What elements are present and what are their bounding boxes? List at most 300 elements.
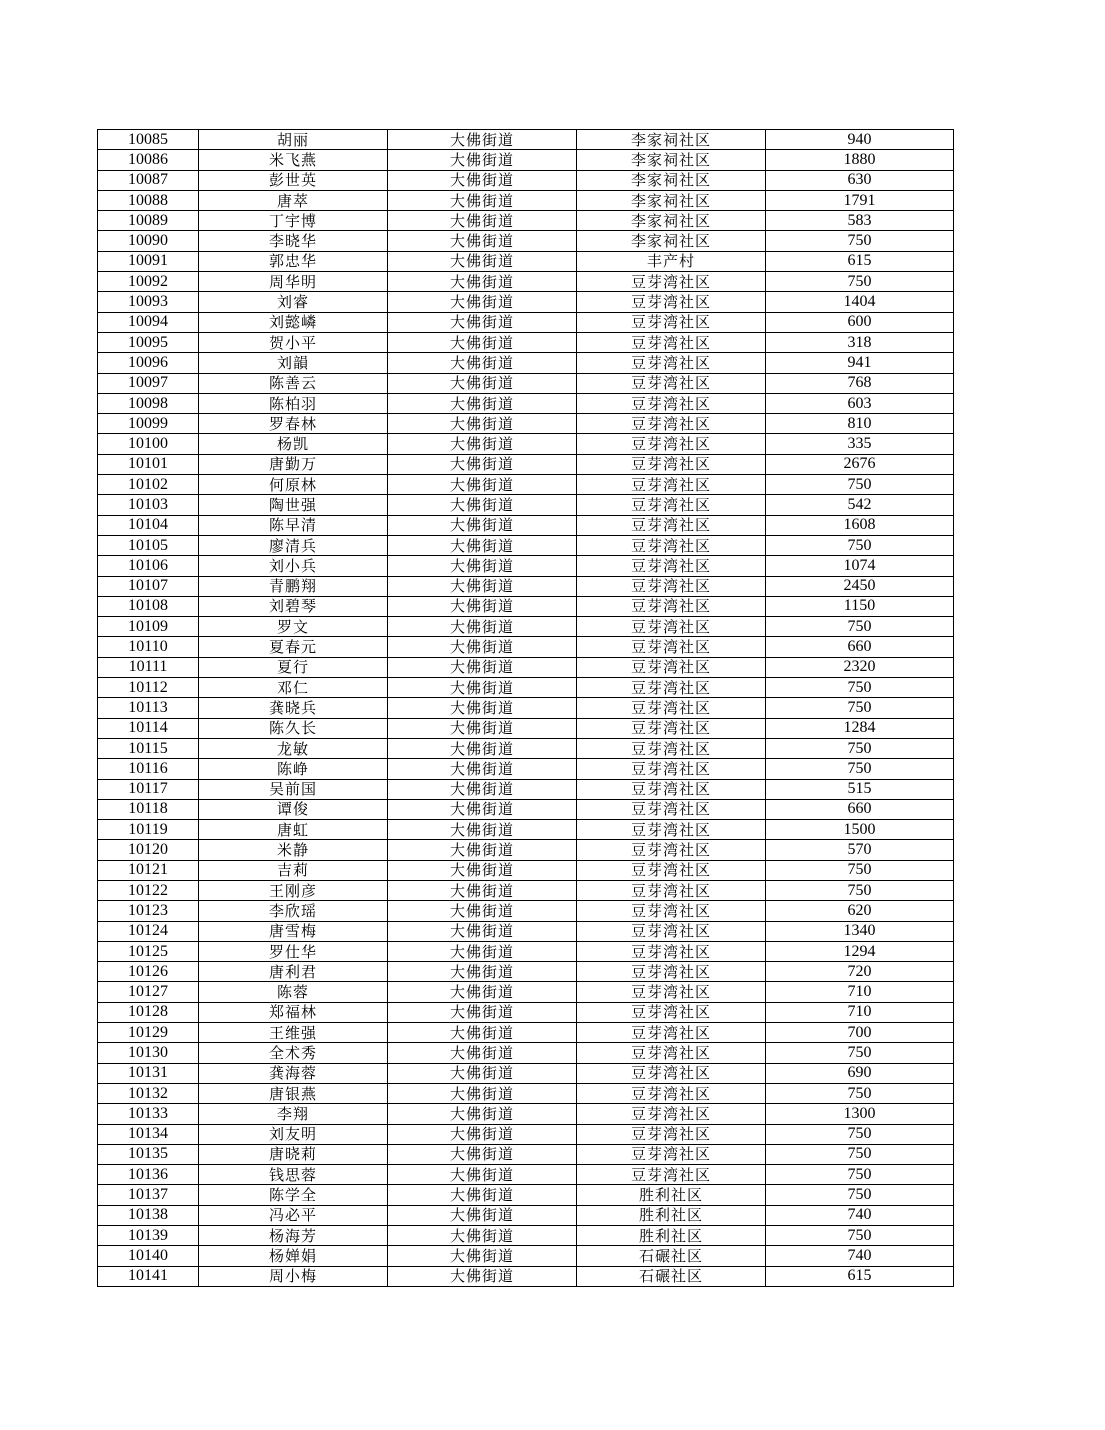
cell-amount: 700	[766, 1023, 954, 1043]
cell-community: 豆芽湾社区	[577, 759, 766, 779]
cell-id: 10114	[98, 718, 199, 738]
cell-street: 大佛街道	[388, 535, 577, 555]
table-row	[98, 617, 954, 637]
cell-name: 龙敏	[199, 738, 388, 758]
cell-community: 豆芽湾社区	[577, 880, 766, 900]
cell-community: 李家祠社区	[577, 150, 766, 170]
table-row	[98, 718, 954, 738]
table-row	[98, 901, 954, 921]
cell-amount: 615	[766, 251, 954, 271]
cell-name: 陈学全	[199, 1185, 388, 1205]
cell-community: 豆芽湾社区	[577, 1002, 766, 1022]
cell-amount: 318	[766, 332, 954, 352]
cell-id: 10117	[98, 779, 199, 799]
cell-street: 大佛街道	[388, 738, 577, 758]
cell-amount: 750	[766, 231, 954, 251]
table-body	[98, 130, 954, 1287]
cell-amount: 750	[766, 738, 954, 758]
cell-street: 大佛街道	[388, 617, 577, 637]
table-row	[98, 880, 954, 900]
cell-street: 大佛街道	[388, 779, 577, 799]
table-row	[98, 941, 954, 961]
cell-name: 唐勤万	[199, 454, 388, 474]
cell-street: 大佛街道	[388, 332, 577, 352]
table-row	[98, 1063, 954, 1083]
cell-amount: 660	[766, 637, 954, 657]
cell-community: 豆芽湾社区	[577, 332, 766, 352]
cell-community: 豆芽湾社区	[577, 1023, 766, 1043]
cell-street: 大佛街道	[388, 292, 577, 312]
cell-id: 10096	[98, 353, 199, 373]
table-row	[98, 231, 954, 251]
data-table	[97, 129, 954, 1287]
cell-id: 10086	[98, 150, 199, 170]
cell-amount: 750	[766, 535, 954, 555]
cell-amount: 740	[766, 1205, 954, 1225]
cell-id: 10085	[98, 130, 199, 150]
cell-community: 豆芽湾社区	[577, 1043, 766, 1063]
cell-id: 10104	[98, 515, 199, 535]
cell-street: 大佛街道	[388, 982, 577, 1002]
cell-amount: 710	[766, 982, 954, 1002]
cell-amount: 750	[766, 1124, 954, 1144]
cell-name: 刘懿嶙	[199, 312, 388, 332]
cell-name: 廖清兵	[199, 535, 388, 555]
cell-name: 刘韻	[199, 353, 388, 373]
cell-name: 杨婵娟	[199, 1246, 388, 1266]
cell-name: 钱思蓉	[199, 1165, 388, 1185]
cell-id: 10129	[98, 1023, 199, 1043]
cell-id: 10097	[98, 373, 199, 393]
cell-street: 大佛街道	[388, 637, 577, 657]
table-row	[98, 1043, 954, 1063]
cell-amount: 941	[766, 353, 954, 373]
cell-amount: 750	[766, 1165, 954, 1185]
cell-id: 10108	[98, 596, 199, 616]
cell-id: 10119	[98, 820, 199, 840]
table-row	[98, 1246, 954, 1266]
cell-id: 10102	[98, 475, 199, 495]
cell-name: 刘碧琴	[199, 596, 388, 616]
table-row	[98, 1124, 954, 1144]
cell-street: 大佛街道	[388, 130, 577, 150]
table-row	[98, 495, 954, 515]
cell-id: 10106	[98, 556, 199, 576]
cell-street: 大佛街道	[388, 860, 577, 880]
cell-amount: 583	[766, 211, 954, 231]
cell-amount: 810	[766, 414, 954, 434]
table-row	[98, 779, 954, 799]
cell-name: 陈柏羽	[199, 393, 388, 413]
cell-name: 胡丽	[199, 130, 388, 150]
cell-name: 杨凯	[199, 434, 388, 454]
cell-street: 大佛街道	[388, 596, 577, 616]
table-row	[98, 982, 954, 1002]
cell-name: 李欣瑶	[199, 901, 388, 921]
cell-community: 豆芽湾社区	[577, 515, 766, 535]
table-row	[98, 1165, 954, 1185]
table-row	[98, 434, 954, 454]
cell-street: 大佛街道	[388, 1246, 577, 1266]
cell-name: 罗文	[199, 617, 388, 637]
cell-amount: 740	[766, 1246, 954, 1266]
cell-community: 胜利社区	[577, 1185, 766, 1205]
cell-street: 大佛街道	[388, 190, 577, 210]
table-row	[98, 190, 954, 210]
cell-community: 豆芽湾社区	[577, 921, 766, 941]
cell-id: 10099	[98, 414, 199, 434]
table-row	[98, 353, 954, 373]
cell-name: 谭俊	[199, 799, 388, 819]
cell-name: 龚海蓉	[199, 1063, 388, 1083]
cell-id: 10111	[98, 657, 199, 677]
table-row	[98, 332, 954, 352]
cell-id: 10109	[98, 617, 199, 637]
cell-street: 大佛街道	[388, 393, 577, 413]
cell-community: 胜利社区	[577, 1205, 766, 1225]
cell-id: 10126	[98, 962, 199, 982]
cell-name: 陈早清	[199, 515, 388, 535]
cell-community: 豆芽湾社区	[577, 576, 766, 596]
cell-community: 豆芽湾社区	[577, 820, 766, 840]
cell-amount: 750	[766, 1083, 954, 1103]
table-row	[98, 130, 954, 150]
cell-community: 豆芽湾社区	[577, 1083, 766, 1103]
table-row	[98, 921, 954, 941]
cell-name: 李翔	[199, 1104, 388, 1124]
cell-name: 唐利君	[199, 962, 388, 982]
cell-street: 大佛街道	[388, 454, 577, 474]
cell-name: 唐银燕	[199, 1083, 388, 1103]
cell-street: 大佛街道	[388, 170, 577, 190]
cell-id: 10113	[98, 698, 199, 718]
table-row	[98, 414, 954, 434]
cell-name: 贺小平	[199, 332, 388, 352]
cell-id: 10133	[98, 1104, 199, 1124]
table-row	[98, 799, 954, 819]
cell-name: 唐雪梅	[199, 921, 388, 941]
cell-community: 石碾社区	[577, 1266, 766, 1286]
cell-id: 10138	[98, 1205, 199, 1225]
cell-amount: 1300	[766, 1104, 954, 1124]
cell-community: 石碾社区	[577, 1246, 766, 1266]
cell-amount: 750	[766, 860, 954, 880]
cell-amount: 620	[766, 901, 954, 921]
cell-amount: 750	[766, 617, 954, 637]
cell-name: 陈峥	[199, 759, 388, 779]
cell-name: 邓仁	[199, 678, 388, 698]
cell-id: 10132	[98, 1083, 199, 1103]
cell-id: 10141	[98, 1266, 199, 1286]
cell-name: 刘睿	[199, 292, 388, 312]
cell-amount: 2320	[766, 657, 954, 677]
cell-community: 李家祠社区	[577, 130, 766, 150]
cell-community: 豆芽湾社区	[577, 1124, 766, 1144]
cell-street: 大佛街道	[388, 901, 577, 921]
cell-name: 罗春林	[199, 414, 388, 434]
table-row	[98, 150, 954, 170]
cell-street: 大佛街道	[388, 1226, 577, 1246]
cell-street: 大佛街道	[388, 251, 577, 271]
cell-id: 10090	[98, 231, 199, 251]
cell-name: 米飞燕	[199, 150, 388, 170]
cell-amount: 710	[766, 1002, 954, 1022]
cell-id: 10116	[98, 759, 199, 779]
cell-community: 豆芽湾社区	[577, 1063, 766, 1083]
cell-street: 大佛街道	[388, 414, 577, 434]
cell-community: 豆芽湾社区	[577, 596, 766, 616]
cell-community: 丰产村	[577, 251, 766, 271]
cell-name: 吉莉	[199, 860, 388, 880]
cell-community: 豆芽湾社区	[577, 738, 766, 758]
cell-community: 豆芽湾社区	[577, 901, 766, 921]
table-row	[98, 211, 954, 231]
cell-community: 豆芽湾社区	[577, 840, 766, 860]
table-row	[98, 1104, 954, 1124]
cell-street: 大佛街道	[388, 799, 577, 819]
cell-community: 李家祠社区	[577, 231, 766, 251]
cell-street: 大佛街道	[388, 1266, 577, 1286]
cell-name: 青鹏翔	[199, 576, 388, 596]
table-row	[98, 556, 954, 576]
cell-street: 大佛街道	[388, 515, 577, 535]
cell-id: 10098	[98, 393, 199, 413]
cell-amount: 1880	[766, 150, 954, 170]
cell-name: 米静	[199, 840, 388, 860]
cell-community: 豆芽湾社区	[577, 698, 766, 718]
cell-amount: 600	[766, 312, 954, 332]
table-row	[98, 860, 954, 880]
table-row	[98, 596, 954, 616]
cell-community: 豆芽湾社区	[577, 475, 766, 495]
cell-id: 10134	[98, 1124, 199, 1144]
table-row	[98, 312, 954, 332]
cell-id: 10131	[98, 1063, 199, 1083]
cell-community: 豆芽湾社区	[577, 312, 766, 332]
cell-id: 10094	[98, 312, 199, 332]
table-row	[98, 454, 954, 474]
cell-street: 大佛街道	[388, 150, 577, 170]
cell-street: 大佛街道	[388, 698, 577, 718]
cell-street: 大佛街道	[388, 1124, 577, 1144]
cell-id: 10110	[98, 637, 199, 657]
cell-street: 大佛街道	[388, 759, 577, 779]
cell-street: 大佛街道	[388, 941, 577, 961]
cell-amount: 570	[766, 840, 954, 860]
table-row	[98, 698, 954, 718]
cell-community: 李家祠社区	[577, 170, 766, 190]
cell-name: 陈善云	[199, 373, 388, 393]
cell-id: 10091	[98, 251, 199, 271]
cell-street: 大佛街道	[388, 434, 577, 454]
cell-amount: 630	[766, 170, 954, 190]
cell-name: 周小梅	[199, 1266, 388, 1286]
cell-id: 10127	[98, 982, 199, 1002]
cell-id: 10137	[98, 1185, 199, 1205]
cell-amount: 1284	[766, 718, 954, 738]
table-row	[98, 272, 954, 292]
cell-id: 10088	[98, 190, 199, 210]
cell-community: 豆芽湾社区	[577, 1165, 766, 1185]
cell-amount: 1404	[766, 292, 954, 312]
cell-id: 10139	[98, 1226, 199, 1246]
cell-street: 大佛街道	[388, 475, 577, 495]
cell-street: 大佛街道	[388, 1104, 577, 1124]
cell-name: 杨海芳	[199, 1226, 388, 1246]
cell-community: 豆芽湾社区	[577, 617, 766, 637]
cell-street: 大佛街道	[388, 657, 577, 677]
cell-id: 10124	[98, 921, 199, 941]
cell-community: 豆芽湾社区	[577, 637, 766, 657]
table-row	[98, 1023, 954, 1043]
cell-id: 10115	[98, 738, 199, 758]
cell-id: 10121	[98, 860, 199, 880]
cell-street: 大佛街道	[388, 312, 577, 332]
cell-name: 吴前国	[199, 779, 388, 799]
table-row	[98, 820, 954, 840]
cell-id: 10089	[98, 211, 199, 231]
cell-amount: 515	[766, 779, 954, 799]
cell-street: 大佛街道	[388, 495, 577, 515]
cell-community: 豆芽湾社区	[577, 353, 766, 373]
cell-community: 豆芽湾社区	[577, 779, 766, 799]
cell-amount: 750	[766, 698, 954, 718]
cell-community: 豆芽湾社区	[577, 393, 766, 413]
cell-id: 10087	[98, 170, 199, 190]
table-row	[98, 1185, 954, 1205]
cell-name: 郭忠华	[199, 251, 388, 271]
cell-street: 大佛街道	[388, 556, 577, 576]
table-row	[98, 840, 954, 860]
cell-name: 夏行	[199, 657, 388, 677]
cell-id: 10122	[98, 880, 199, 900]
cell-community: 豆芽湾社区	[577, 941, 766, 961]
cell-community: 豆芽湾社区	[577, 373, 766, 393]
cell-name: 夏春元	[199, 637, 388, 657]
table-row	[98, 637, 954, 657]
table-row	[98, 738, 954, 758]
cell-id: 10100	[98, 434, 199, 454]
cell-community: 豆芽湾社区	[577, 556, 766, 576]
cell-community: 豆芽湾社区	[577, 962, 766, 982]
cell-name: 郑福林	[199, 1002, 388, 1022]
cell-amount: 660	[766, 799, 954, 819]
cell-amount: 1340	[766, 921, 954, 941]
table-row	[98, 1226, 954, 1246]
cell-amount: 750	[766, 1043, 954, 1063]
cell-id: 10103	[98, 495, 199, 515]
cell-community: 豆芽湾社区	[577, 454, 766, 474]
cell-name: 何原林	[199, 475, 388, 495]
cell-street: 大佛街道	[388, 1144, 577, 1164]
cell-name: 陈久长	[199, 718, 388, 738]
cell-street: 大佛街道	[388, 1023, 577, 1043]
cell-id: 10093	[98, 292, 199, 312]
cell-amount: 750	[766, 1144, 954, 1164]
cell-street: 大佛街道	[388, 962, 577, 982]
cell-id: 10140	[98, 1246, 199, 1266]
cell-community: 豆芽湾社区	[577, 718, 766, 738]
table-row	[98, 373, 954, 393]
table-row	[98, 475, 954, 495]
cell-community: 豆芽湾社区	[577, 292, 766, 312]
cell-name: 刘友明	[199, 1124, 388, 1144]
cell-street: 大佛街道	[388, 211, 577, 231]
cell-name: 彭世英	[199, 170, 388, 190]
cell-street: 大佛街道	[388, 576, 577, 596]
cell-name: 龚晓兵	[199, 698, 388, 718]
cell-name: 陈蓉	[199, 982, 388, 1002]
cell-community: 豆芽湾社区	[577, 272, 766, 292]
cell-name: 罗仕华	[199, 941, 388, 961]
cell-id: 10092	[98, 272, 199, 292]
cell-amount: 603	[766, 393, 954, 413]
cell-amount: 1500	[766, 820, 954, 840]
cell-amount: 690	[766, 1063, 954, 1083]
cell-id: 10120	[98, 840, 199, 860]
cell-amount: 542	[766, 495, 954, 515]
cell-street: 大佛街道	[388, 272, 577, 292]
cell-community: 胜利社区	[577, 1226, 766, 1246]
cell-amount: 768	[766, 373, 954, 393]
cell-amount: 750	[766, 880, 954, 900]
cell-street: 大佛街道	[388, 373, 577, 393]
cell-community: 豆芽湾社区	[577, 495, 766, 515]
cell-id: 10105	[98, 535, 199, 555]
cell-id: 10118	[98, 799, 199, 819]
table-row	[98, 1002, 954, 1022]
table-row	[98, 1144, 954, 1164]
cell-community: 豆芽湾社区	[577, 434, 766, 454]
cell-community: 豆芽湾社区	[577, 657, 766, 677]
cell-name: 王刚彦	[199, 880, 388, 900]
cell-community: 豆芽湾社区	[577, 1104, 766, 1124]
cell-id: 10095	[98, 332, 199, 352]
cell-street: 大佛街道	[388, 1043, 577, 1063]
cell-id: 10101	[98, 454, 199, 474]
cell-id: 10107	[98, 576, 199, 596]
cell-name: 唐萃	[199, 190, 388, 210]
cell-street: 大佛街道	[388, 231, 577, 251]
cell-community: 豆芽湾社区	[577, 1144, 766, 1164]
cell-street: 大佛街道	[388, 820, 577, 840]
cell-name: 王维强	[199, 1023, 388, 1043]
table-row	[98, 657, 954, 677]
cell-name: 全术秀	[199, 1043, 388, 1063]
cell-street: 大佛街道	[388, 1185, 577, 1205]
cell-id: 10112	[98, 678, 199, 698]
cell-street: 大佛街道	[388, 718, 577, 738]
cell-amount: 1791	[766, 190, 954, 210]
table-row	[98, 962, 954, 982]
table-row	[98, 576, 954, 596]
table-row	[98, 292, 954, 312]
table-row	[98, 1205, 954, 1225]
cell-street: 大佛街道	[388, 1002, 577, 1022]
cell-community: 豆芽湾社区	[577, 414, 766, 434]
table-row	[98, 535, 954, 555]
cell-amount: 1150	[766, 596, 954, 616]
cell-amount: 720	[766, 962, 954, 982]
cell-amount: 750	[766, 475, 954, 495]
cell-street: 大佛街道	[388, 1165, 577, 1185]
table-row	[98, 515, 954, 535]
cell-name: 李晓华	[199, 231, 388, 251]
cell-street: 大佛街道	[388, 840, 577, 860]
cell-amount: 2450	[766, 576, 954, 596]
cell-id: 10128	[98, 1002, 199, 1022]
cell-amount: 2676	[766, 454, 954, 474]
